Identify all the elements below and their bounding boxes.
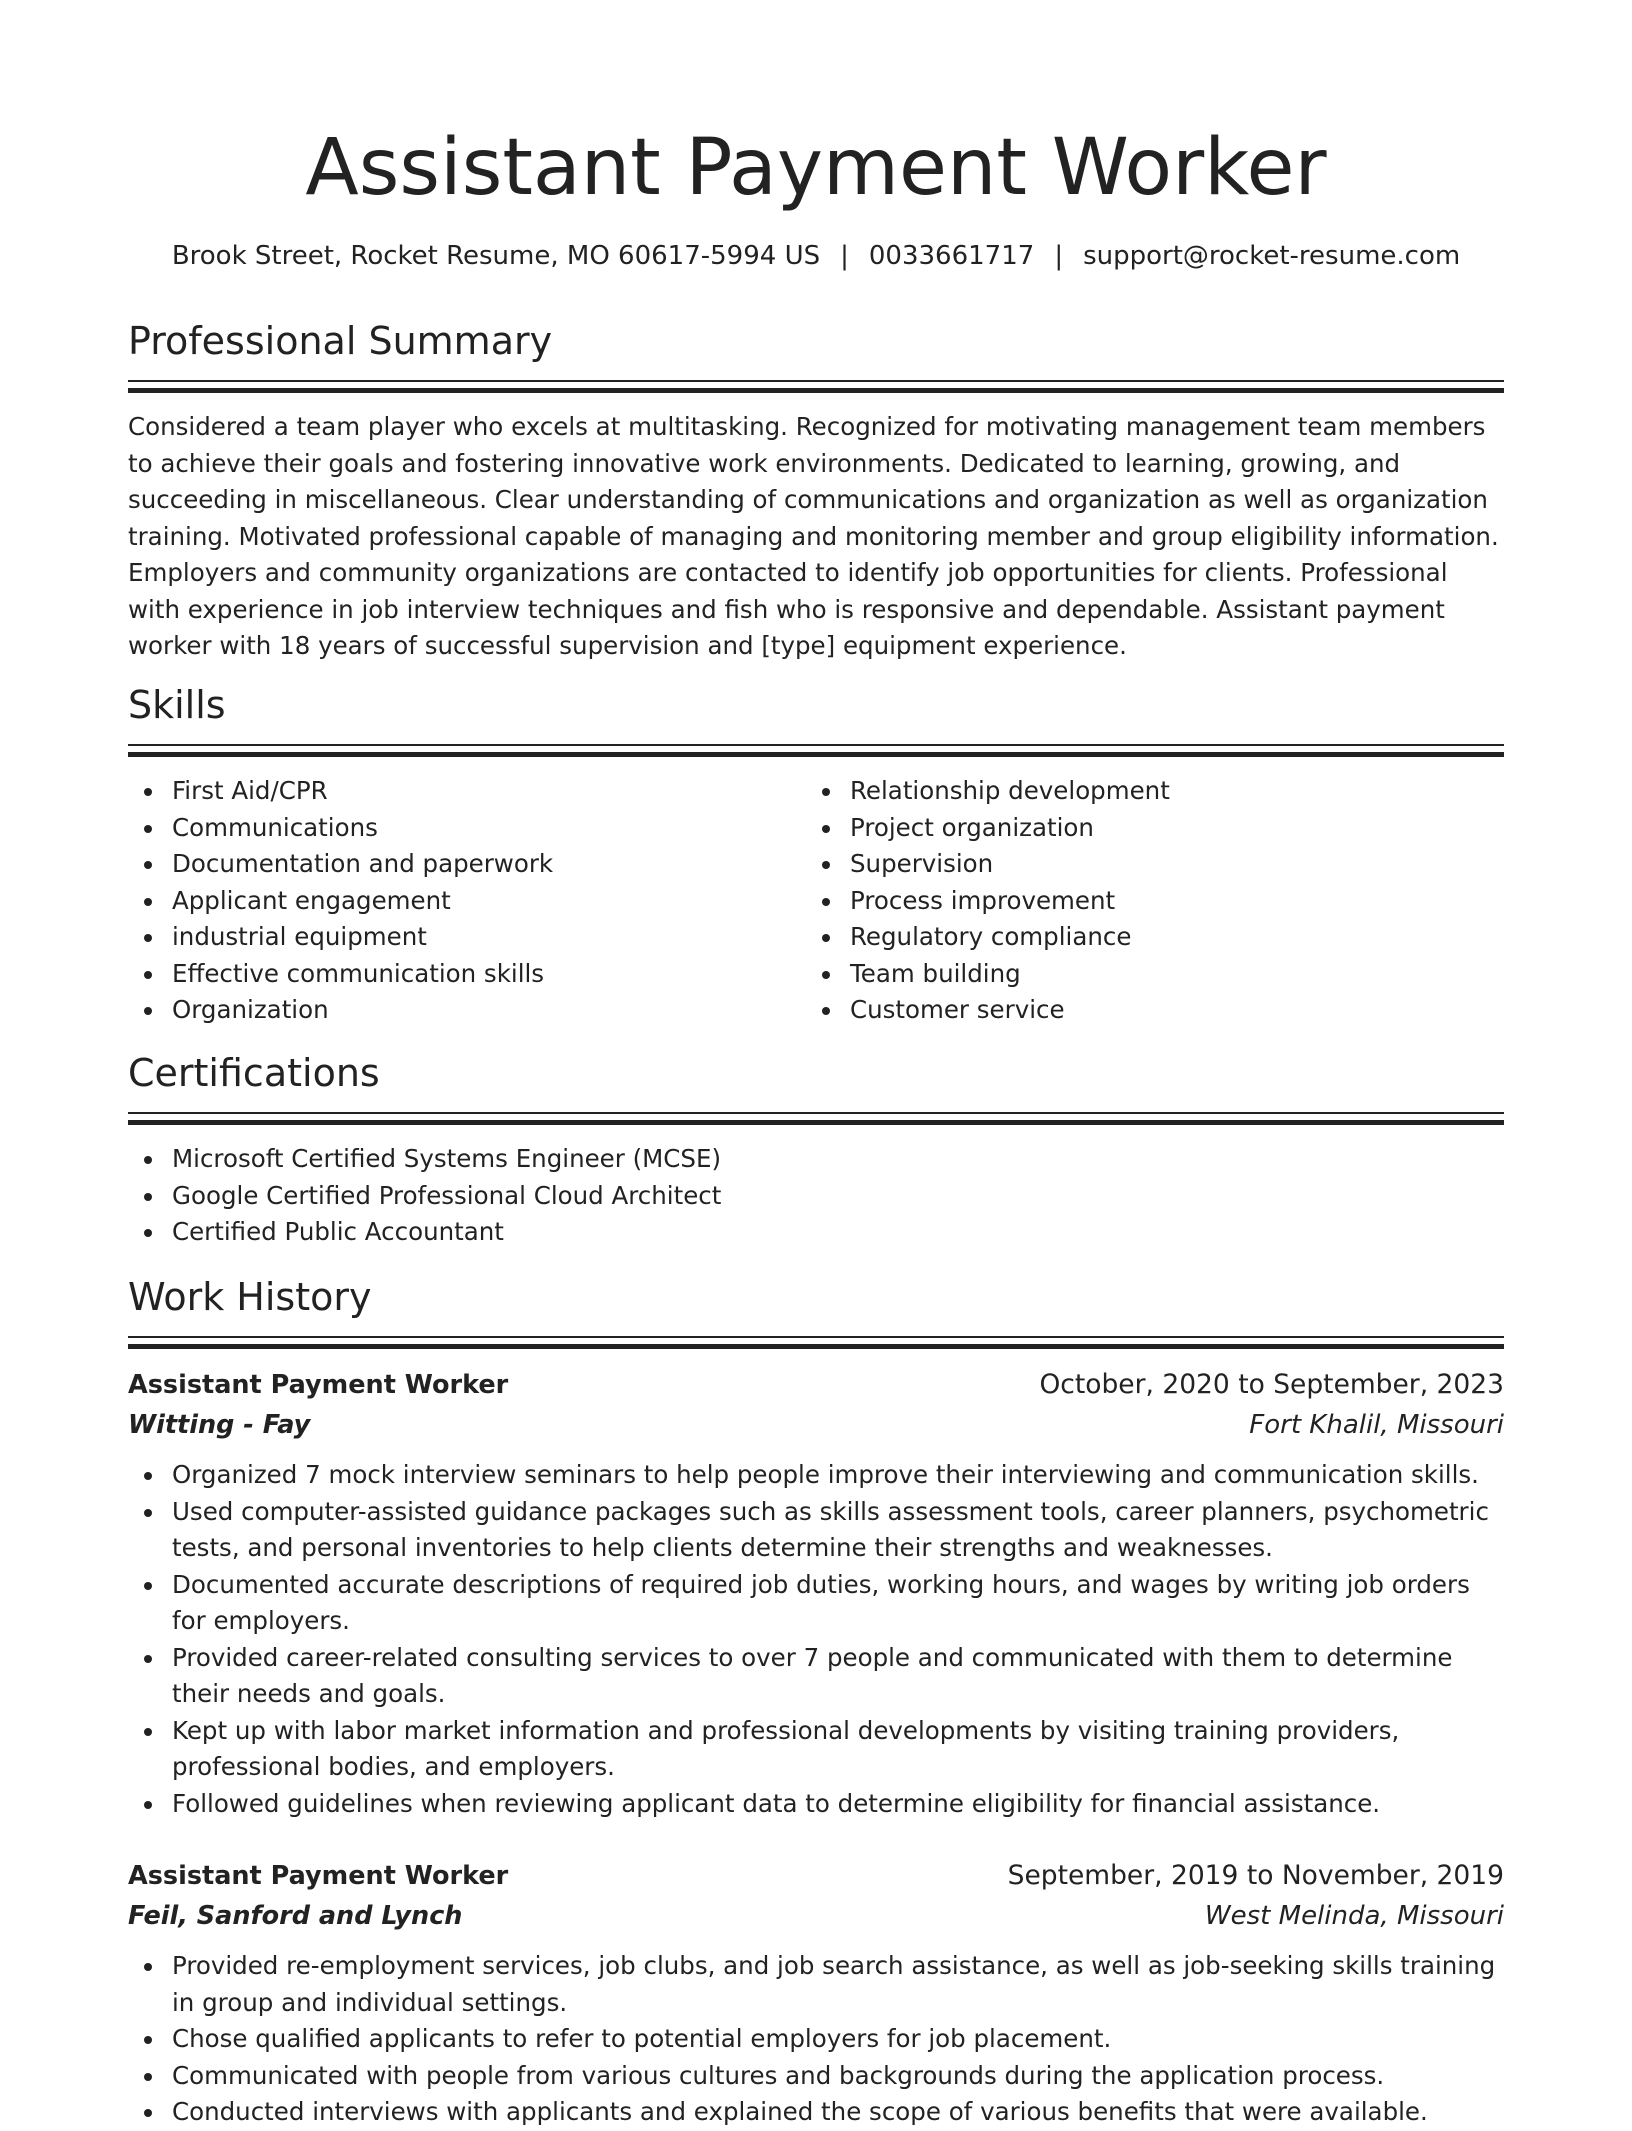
job-duties-list bbox=[128, 1948, 1504, 2131]
skill-item: Applicant engagement bbox=[128, 883, 806, 920]
job-location: West Melinda, Missouri bbox=[1204, 1901, 1504, 1931]
job-duty: Organized 7 mock interview seminars to help people improve their interviewing and communication skills. bbox=[128, 1457, 1504, 1494]
contact-email[interactable]: support@rocket-resume.com bbox=[1083, 241, 1461, 271]
certifications-section bbox=[128, 1048, 1504, 1251]
skill-item: Supervision bbox=[806, 846, 1484, 883]
work-history-section bbox=[128, 1272, 1504, 2131]
candidate-name: Assistant Payment Worker bbox=[305, 123, 1327, 213]
skill-item: Team building bbox=[806, 956, 1484, 993]
contact-separator: | bbox=[840, 241, 849, 271]
job-company-row bbox=[128, 1896, 1504, 1936]
section-title-summary: Professional Summary bbox=[128, 319, 553, 363]
contact-line bbox=[128, 238, 1504, 274]
certification-item: Certified Public Accountant bbox=[128, 1214, 1504, 1251]
job-entry bbox=[128, 1365, 1504, 1822]
skill-item: Communications bbox=[128, 810, 806, 847]
skills-list-left bbox=[128, 773, 806, 1029]
skill-item: Project organization bbox=[806, 810, 1484, 847]
job-company-row bbox=[128, 1405, 1504, 1445]
job-dates: October, 2020 to September, 2023 bbox=[1039, 1369, 1504, 1400]
job-duty: Used computer-assisted guidance packages such as skills assessment tools, career planners, psychometric tests, and personal inventories to help clients determine their strengths and weaknesses. bbox=[128, 1494, 1504, 1567]
contact-separator: | bbox=[1054, 241, 1064, 271]
section-divider bbox=[128, 1112, 1504, 1127]
job-location: Fort Khalil, Missouri bbox=[1249, 1410, 1504, 1440]
certification-item: Microsoft Certified Systems Engineer (MCSE) bbox=[128, 1141, 1504, 1178]
skill-item: Regulatory compliance bbox=[806, 919, 1484, 956]
contact-address: Brook Street, Rocket Resume, MO 60617-5994 US bbox=[171, 241, 821, 271]
skill-item: Process improvement bbox=[806, 883, 1484, 920]
certifications-list bbox=[128, 1141, 1504, 1251]
skill-item: First Aid/CPR bbox=[128, 773, 806, 810]
skill-item: Documentation and paperwork bbox=[128, 846, 806, 883]
job-dates: September, 2019 to November, 2019 bbox=[1007, 1860, 1504, 1891]
skill-item: industrial equipment bbox=[128, 919, 806, 956]
skills-section bbox=[128, 680, 1504, 1029]
job-duties-list bbox=[128, 1457, 1504, 1822]
job-duty: Chose qualified applicants to refer to potential employers for job placement. bbox=[128, 2021, 1504, 2058]
summary-text: Considered a team player who excels at multitasking. Recognized for motivating management team members to achieve their goals and fostering innovative work environments. Dedicated to learning, growing, and succeeding in miscellaneous. Clear understanding of communications and organization as well as organization training. Motivated professional capable of managing and monitoring member and group eligibility information. Employers and community organizations are contacted to identify job opportunities for clients. Professional with experience in job interview techniques and fish who is responsive and dependable. Assistant payment worker with 18 years of successful supervision and [type] equipment experience. bbox=[128, 412, 1499, 660]
job-duty: Provided career-related consulting services to over 7 people and communicated with them to determine their needs and goals. bbox=[128, 1640, 1504, 1713]
skill-item: Organization bbox=[128, 992, 806, 1029]
job-header-row bbox=[128, 1365, 1504, 1405]
skill-item: Relationship development bbox=[806, 773, 1484, 810]
section-divider bbox=[128, 380, 1504, 395]
skills-list-right bbox=[806, 773, 1484, 1029]
job-title: Assistant Payment Worker bbox=[128, 1861, 509, 1891]
job-header-row bbox=[128, 1856, 1504, 1896]
job-duty: Conducted interviews with applicants and explained the scope of various benefits that were available. bbox=[128, 2094, 1504, 2131]
job-company: Witting - Fay bbox=[128, 1410, 311, 1440]
job-duty: Kept up with labor market information and professional developments by visiting training providers, professional bodies, and employers. bbox=[128, 1713, 1504, 1786]
certification-item: Google Certified Professional Cloud Architect bbox=[128, 1178, 1504, 1215]
contact-phone: 0033661717 bbox=[868, 241, 1035, 271]
job-duty: Communicated with people from various cultures and backgrounds during the application process. bbox=[128, 2058, 1504, 2095]
job-duty: Documented accurate descriptions of required job duties, working hours, and wages by writing job orders for employers. bbox=[128, 1567, 1504, 1640]
job-title: Assistant Payment Worker bbox=[128, 1370, 509, 1400]
section-title-skills: Skills bbox=[128, 683, 226, 727]
job-duty: Provided re-employment services, job clubs, and job search assistance, as well as job-seeking skills training in group and individual settings. bbox=[128, 1948, 1504, 2021]
section-title-work-history: Work History bbox=[128, 1275, 372, 1319]
section-divider bbox=[128, 744, 1504, 759]
section-divider bbox=[128, 1336, 1504, 1351]
skill-item: Customer service bbox=[806, 992, 1484, 1029]
section-title-certifications: Certifications bbox=[128, 1051, 380, 1095]
job-company: Feil, Sanford and Lynch bbox=[128, 1901, 463, 1931]
summary-section bbox=[128, 316, 1504, 665]
skills-grid bbox=[128, 773, 1504, 1029]
job-duty: Followed guidelines when reviewing applicant data to determine eligibility for financial assistance. bbox=[128, 1786, 1504, 1823]
skill-item: Effective communication skills bbox=[128, 956, 806, 993]
job-entry bbox=[128, 1856, 1504, 2131]
